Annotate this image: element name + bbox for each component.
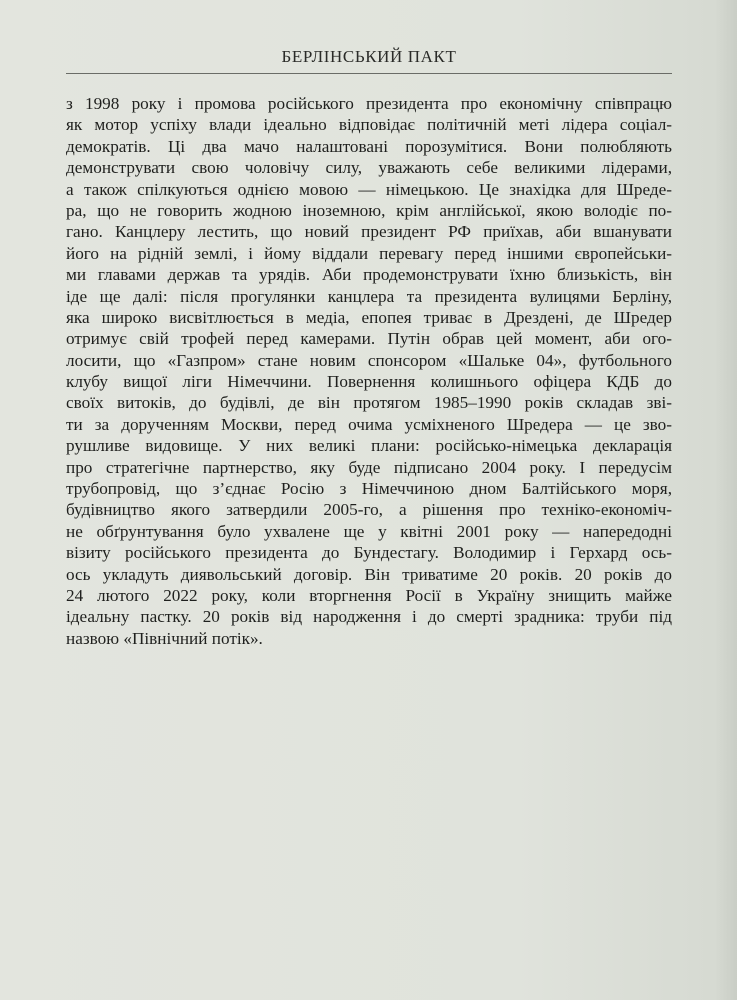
text-line: будівництво якого затвердили 2005-го, а рішення про техніко-економіч- xyxy=(66,500,672,520)
body-text xyxy=(66,93,672,649)
text-line: його на рідній землі, і йому віддали перевагу перед іншими європейськи- xyxy=(66,243,672,263)
text-line: про стратегічне партнерство, яку буде підписано 2004 року. І передусім xyxy=(66,457,672,477)
text-line: гано. Канцлеру лестить, що новий президент РФ приїхав, аби вшанувати xyxy=(66,222,672,242)
text-line: не обґрунтування було ухвалене ще у квітні 2001 року — напередодні xyxy=(66,521,672,541)
text-line: ідеальну пастку. 20 років від народження і до смерті зрадника: труби під xyxy=(66,607,672,627)
text-line: лосити, що «Газпром» стане новим спонсором «Шальке 04», футбольного xyxy=(66,350,672,370)
text-line: яка широко висвітлюється в медіа, епопея триває в Дрездені, де Шредер xyxy=(66,307,672,327)
text-line: а також спілкуються однією мовою — німецькою. Це знахідка для Шреде- xyxy=(66,179,672,199)
text-line: візиту російського президента до Бундестагу. Володимир і Герхард ось- xyxy=(66,543,672,563)
text-line: як мотор успіху влади ідеально відповідає політичній меті лідера соціал- xyxy=(66,115,672,135)
text-line: ти за дорученням Москви, перед очима усміхненого Шредера — це зво- xyxy=(66,414,672,434)
text-line: іде ще далі: після прогулянки канцлера та президента вулицями Берліну, xyxy=(66,286,672,306)
text-line: отримує свій трофей перед камерами. Путін обрав цей момент, аби ого- xyxy=(66,329,672,349)
text-line: демократів. Ці два мачо налаштовані порозумітися. Вони полюбляють xyxy=(66,136,672,156)
text-line: ось укладуть диявольський договір. Він триватиме 20 років. 20 років до xyxy=(66,564,672,584)
text-line: демонструвати свою чоловічу силу, уважають себе великими лідерами, xyxy=(66,158,672,178)
text-line: трубопровід, що з’єднає Росію з Німеччиною дном Балтійського моря, xyxy=(66,479,672,499)
text-line: рушливе видовище. У них великі плани: російсько-німецька декларація xyxy=(66,436,672,456)
running-head-title: БЕРЛІНСЬКИЙ ПАКТ xyxy=(281,47,457,66)
text-line: ра, що не говорить жодною іноземною, крім англійської, якою володіє по- xyxy=(66,200,672,220)
text-line: своїх витоків, до будівлі, де він протягом 1985–1990 років складав зві- xyxy=(66,393,672,413)
text-line: 24 лютого 2022 року, коли вторгнення Росії в Україну знищить майже xyxy=(66,585,672,605)
text-line: клубу вищої ліги Німеччини. Повернення колишнього офіцера КДБ до xyxy=(66,372,672,392)
text-line: назвою «Північний потік». xyxy=(66,628,263,648)
text-line: з 1998 року і промова російського президента про економічну співпрацю xyxy=(66,94,672,113)
header-rule xyxy=(66,73,672,74)
text-line: ми главами держав та урядів. Аби продемонструвати їхню близькість, він xyxy=(66,265,672,285)
